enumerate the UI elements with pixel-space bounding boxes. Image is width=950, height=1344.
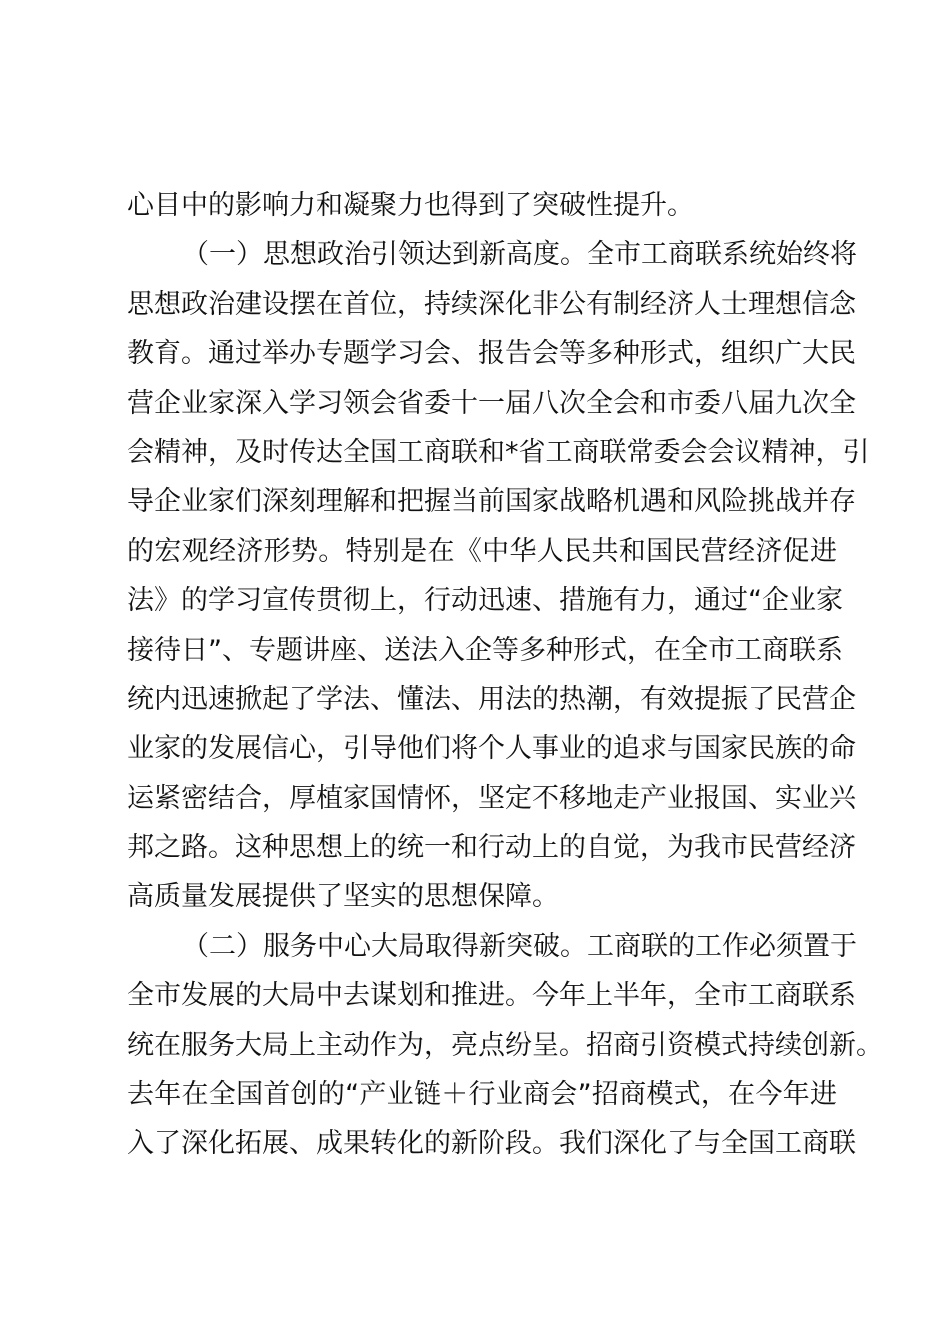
text-line: 入了深化拓展、成果转化的新阶段。我们深化了与全国工商联 [127,1128,856,1160]
text-line: 会精神，及时传达全国工商联和*省工商联常委会会议精神，引 [127,436,870,468]
body-text [127,181,883,1169]
text-line: 邦之路。这种思想上的统一和行动上的自觉，为我市民营经济 [127,832,856,864]
text-line: 导企业家们深刻理解和把握当前国家战略机遇和风险挑战并存 [127,486,856,518]
text-line: 全市发展的大局中去谋划和推进。今年上半年，全市工商联系 [127,980,856,1012]
paragraph-2-heading-line: （二）服务中心大局取得新突破。工商联的工作必须置于 [182,930,857,962]
text-line: 的宏观经济形势。特别是在《中华人民共和国民营经济促进 [127,535,837,567]
paragraph-1-heading-line: （一）思想政治引领达到新高度。全市工商联系统始终将 [182,239,857,271]
text-line: 思想政治建设摆在首位，持续深化非公有制经济人士理想信念 [127,288,856,320]
text-line: 统内迅速掀起了学法、懂法、用法的热潮，有效提振了民营企 [127,683,856,715]
text-line: 去年在全国首创的“产业链＋行业商会”招商模式，在今年进 [127,1079,837,1111]
text-line: 接待日”、专题讲座、送法入企等多种形式，在全市工商联系 [127,634,843,666]
text-line: 心目中的影响力和凝聚力也得到了突破性提升。 [127,190,694,221]
text-line: 业家的发展信心，引导他们将个人事业的追求与国家民族的命 [127,733,856,765]
text-line: 运紧密结合，厚植家国情怀，坚定不移地走产业报国、实业兴 [127,782,856,814]
text-line: 教育。通过举办专题学习会、报告会等多种形式，组织广大民 [127,338,856,370]
text-line: 营企业家深入学习领会省委十一届八次全会和市委八届九次全 [127,387,856,419]
text-line: 统在服务大局上主动作为，亮点纷呈。招商引资模式持续创新。 [127,1029,883,1061]
text-line: 高质量发展提供了坚实的思想保障。 [127,881,559,913]
text-line: 法》的学习宣传贯彻上，行动迅速、措施有力，通过“企业家 [127,585,843,617]
